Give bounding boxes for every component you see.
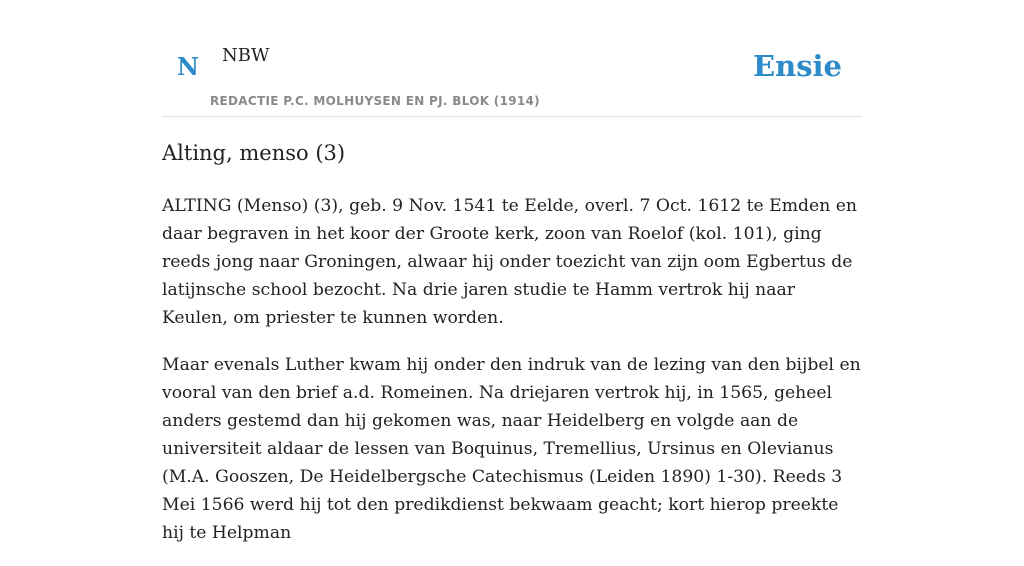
entry-body: [162, 192, 862, 566]
paragraph: Maar evenals Luther kwam hij onder den indruk van de lezing van den bijbel en vooral van den brief a.d. Romeinen. Na driejaren vertrok hij, in 1565, geheel anders gestemd dan hij gekomen was, naar Heidelberg en volgde aan de universiteit aldaar de lessen van Boquinus, Tremellius, Ursinus en Olevianus (M.A. Gooszen, De Heidelbergsche Catechismus (Leiden 1890) 1-30). Reeds 3 Mei 1566 werd hij tot den predikdienst bekwaam geacht; kort hierop preekte hij te Helpman: [162, 355, 861, 543]
entry-title: Alting, menso (3): [162, 141, 346, 165]
paragraph: ALTING (Menso) (3), geb. 9 Nov. 1541 te Eelde, overl. 7 Oct. 1612 te Emden en daar begraven in het koor der Groote kerk, zoon van Roelof (kol. 101), ging reeds jong naar Groningen, alwaar hij onder toezicht van zijn oom Egbertus de latijnsche school bezocht. Na drie jaren studie te Hamm vertrok hij naar Keulen, om priester te kunnen worden.: [162, 196, 857, 328]
work-title[interactable]: NBW: [222, 45, 270, 66]
brand-logo[interactable]: Ensie: [753, 49, 842, 83]
header: [162, 0, 862, 117]
work-logo[interactable]: N: [177, 52, 199, 81]
edition-subtitle: REDACTIE P.C. MOLHUYSEN EN PJ. BLOK (1914): [210, 94, 540, 108]
content-container: [162, 0, 862, 543]
